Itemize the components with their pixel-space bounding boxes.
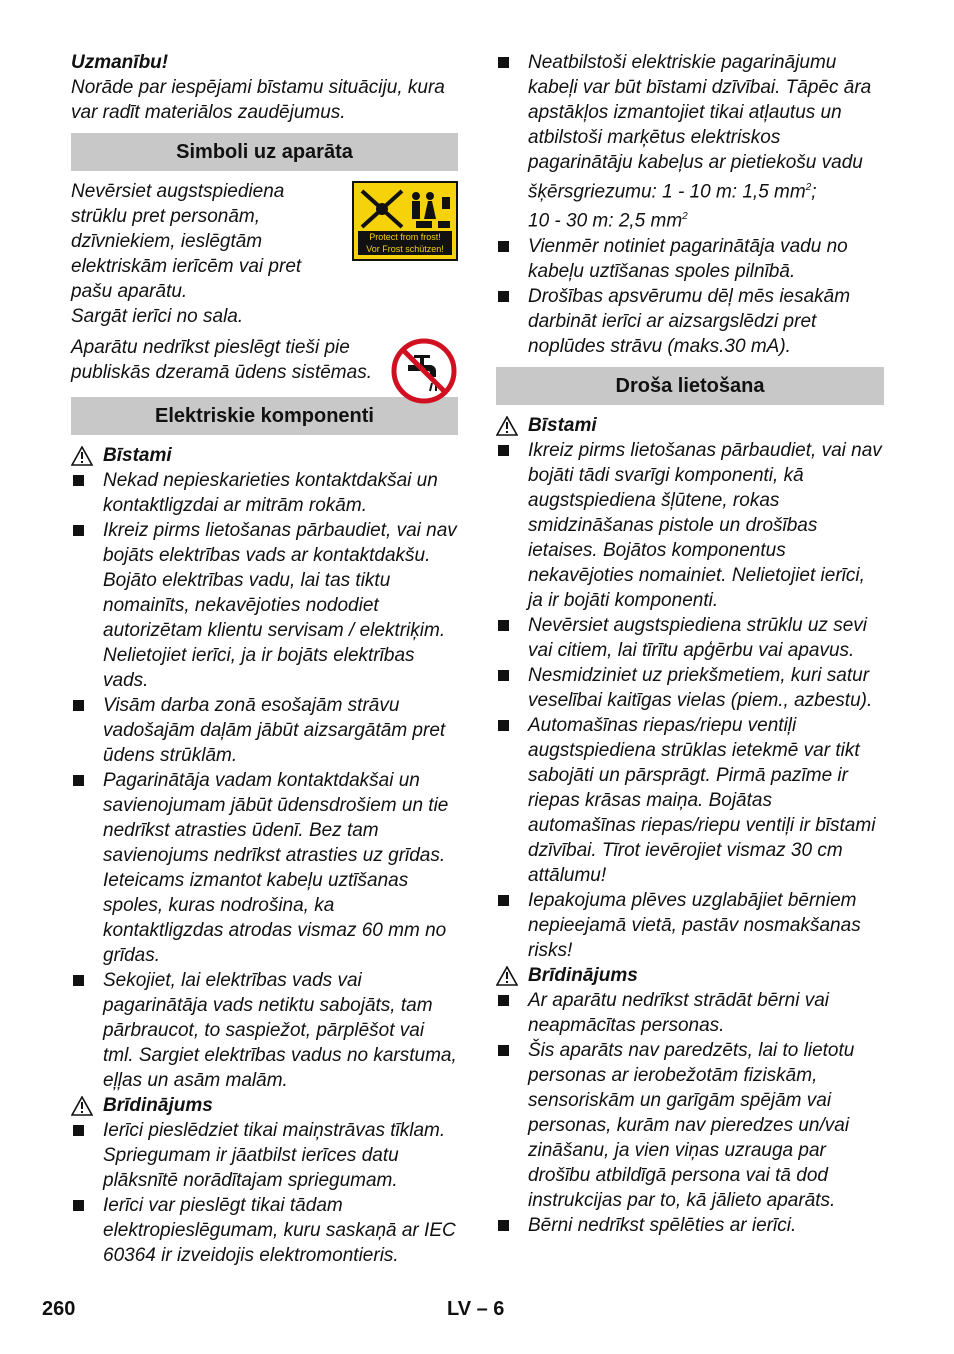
list-item: Vienmēr notiniet pagarinātāja vadu no kabeļu uztīšanas spoles pilnībā. <box>496 234 884 284</box>
symbols-text-2: Sargāt ierīci no sala. <box>71 306 244 327</box>
frost-warning-sticker <box>352 181 458 261</box>
list-item: Šis aparāts nav paredzēts, lai to lietotu personas ar ierobežotām fiziskām, sensoriskām un garīgām spējām vai personas, kurām nav pieredzes un/vai zināšanu, ja vien viņas uzrauga par drošību atbildīgā persona vai tā dod instrukcijas par to, kā jālieto aparāts. <box>496 1038 884 1213</box>
language-page-label: LV – 6 <box>447 1298 505 1320</box>
list-item: Ikreiz pirms lietošanas pārbaudiet, vai nav bojāti tādi svarīgi komponenti, kā augstspiediena šļūtene, rokas smidzināšanas pistole un drošības ietaises. Bojātos komponentus nekavējoties nomainiet. Nelietojiet ierīci, ja ir bojāti komponenti. <box>496 438 884 613</box>
danger-list-left <box>71 468 458 1093</box>
warning-text-right: Brīdinājums <box>528 964 638 986</box>
sticker-label <box>358 231 452 255</box>
list-item: Ikreiz pirms lietošanas pārbaudiet, vai nav bojāts elektrības vads ar kontaktdakšu. Bojāto elektrības vadu, lai tas tiktu nomainīts, nekavējoties nododiet autorizētam klientu servisam / elektriķim. Nelietojiet ierīci, ja ir bojāts elektrības vads. <box>71 518 458 693</box>
symbols-block-1 <box>71 179 458 304</box>
warning-text-left: Brīdinājums <box>103 1095 213 1116</box>
no-drinking-water-icon <box>390 337 458 405</box>
list-item: Nevērsiet augstspiediena strūklu uz sevi vai citiem, lai tīrītu apģērbu vai apavus. <box>496 613 884 663</box>
safe-use-heading: Droša lietošana <box>496 367 884 405</box>
list-item: Iepakojuma plēves uzglabājiet bērniem nepieejamā vietā, pastāv nosmakšanas risks! <box>496 888 884 963</box>
list-item: Sekojiet, lai elektrības vads vai pagarinātāja vads netiktu sabojāts, tam pārbraucot, to saspiežot, pārplēšot vai tml. Sargiet elektrības vadus no karstuma, eļļas un asām malām. <box>71 968 458 1093</box>
caution-title: Uzmanību! <box>71 52 169 73</box>
list-item: Nesmidziniet uz priekšmetiem, kuri satur veselībai kaitīgas vielas (piem., azbestu). <box>496 663 884 713</box>
right-column <box>496 50 884 1238</box>
list-item: Ierīci var pieslēgt tikai tādam elektropieslēgumam, kuru saskaņā ar IEC 60364 ir izveidojis elektromontieris. <box>71 1193 458 1268</box>
list-item: Ar aparātu nedrīkst strādāt bērni vai neapmācītas personas. <box>496 988 884 1038</box>
warning-triangle-icon <box>496 966 518 986</box>
left-column <box>71 50 458 1268</box>
no-spray-people-icon <box>358 187 454 231</box>
danger-label-left <box>71 443 458 468</box>
danger-list-right <box>496 438 884 963</box>
warning-label-left <box>71 1093 458 1118</box>
list-item: Visām darba zonā esošajām strāvu vadošajām daļām jābūt aizsargātām pret ūdens strūklām. <box>71 693 458 768</box>
sticker-label-en: Protect from frost! <box>369 232 441 242</box>
caution-text: Norāde par iespējami bīstamu situāciju, kura var radīt materiālos zaudējumus. <box>71 77 445 123</box>
warning-label-right <box>496 963 884 988</box>
warning-triangle-icon <box>71 1096 93 1116</box>
symbols-block-2 <box>71 335 458 385</box>
list-item: Pagarinātāja vadam kontaktdakšai un savienojumam jābūt ūdensdrošiem un tie nedrīkst atrasties ūdenī. Bez tam savienojums nedrīkst atrasties uz grīdas. Ieteicams izmantot kabeļu uztīšanas spoles, kuras nodrošina, ka kontaktligzdas atrodas vismaz 60 mm no grīdas. <box>71 768 458 968</box>
sticker-label-de: Vor Frost schützen! <box>366 244 444 254</box>
warning-list-left <box>71 1118 458 1268</box>
symbols-text-3: Aparātu nedrīkst pieslēgt tieši pie publiskās dzeramā ūdens sistēmas. <box>71 337 372 383</box>
list-item: Automašīnas riepas/riepu ventiļi augstspiediena strūklas ietekmē var tikt sabojāti un pārsprāgt. Pirmā pazīme ir riepas krāsas maiņa. Bojātas automašīnas riepas/riepu ventiļi ir bīstami dzīvībai. Tīrot ievērojiet vismaz 30 cm attālumu! <box>496 713 884 888</box>
extension-list <box>496 50 884 359</box>
danger-text-right: Bīstami <box>528 414 597 436</box>
symbols-heading: Simboli uz aparāta <box>71 133 458 171</box>
danger-text-left: Bīstami <box>103 445 172 466</box>
list-item: Bērni nedrīkst spēlēties ar ierīci. <box>496 1213 884 1238</box>
danger-label-right <box>496 413 884 438</box>
symbols-text-1: Nevērsiet augstspiediena strūklu pret personām, dzīvniekiem, ieslēgtām elektriskām ierīcēm vai pret pašu aparātu. <box>71 181 302 302</box>
list-item: Drošības apsvērumu dēļ mēs iesakām darbināt ierīci ar aizsargslēdzi pret noplūdes strāvu (maks.30 mA). <box>496 284 884 359</box>
warning-triangle-icon <box>496 416 518 436</box>
warning-list-right <box>496 988 884 1238</box>
list-item: Ierīci pieslēdziet tikai maiņstrāvas tīklam. Spriegumam ir jāatbilst ierīces datu plāksnītē norādītajam spriegumam. <box>71 1118 458 1193</box>
list-item: Nekad nepieskarieties kontaktdakšai un kontaktligzdai ar mitrām rokām. <box>71 468 458 518</box>
warning-triangle-icon <box>71 446 93 466</box>
electric-heading: Elektriskie komponenti <box>71 397 458 435</box>
page-number: 260 <box>42 1298 76 1320</box>
list-item: Neatbilstoši elektriskie pagarinājumu kabeļi var būt bīstami dzīvībai. Tāpēc āra apstākļos izmantojiet tikai atļautus un atbilstoši marķētus elektriskos pagarinātāju kabeļus ar pietiekošu vadu šķērsgriezumu: 1 - 10 m: 1,5 $mm^2$; 10 - 30 m: 2,5 $mm^2$ <box>496 50 884 234</box>
